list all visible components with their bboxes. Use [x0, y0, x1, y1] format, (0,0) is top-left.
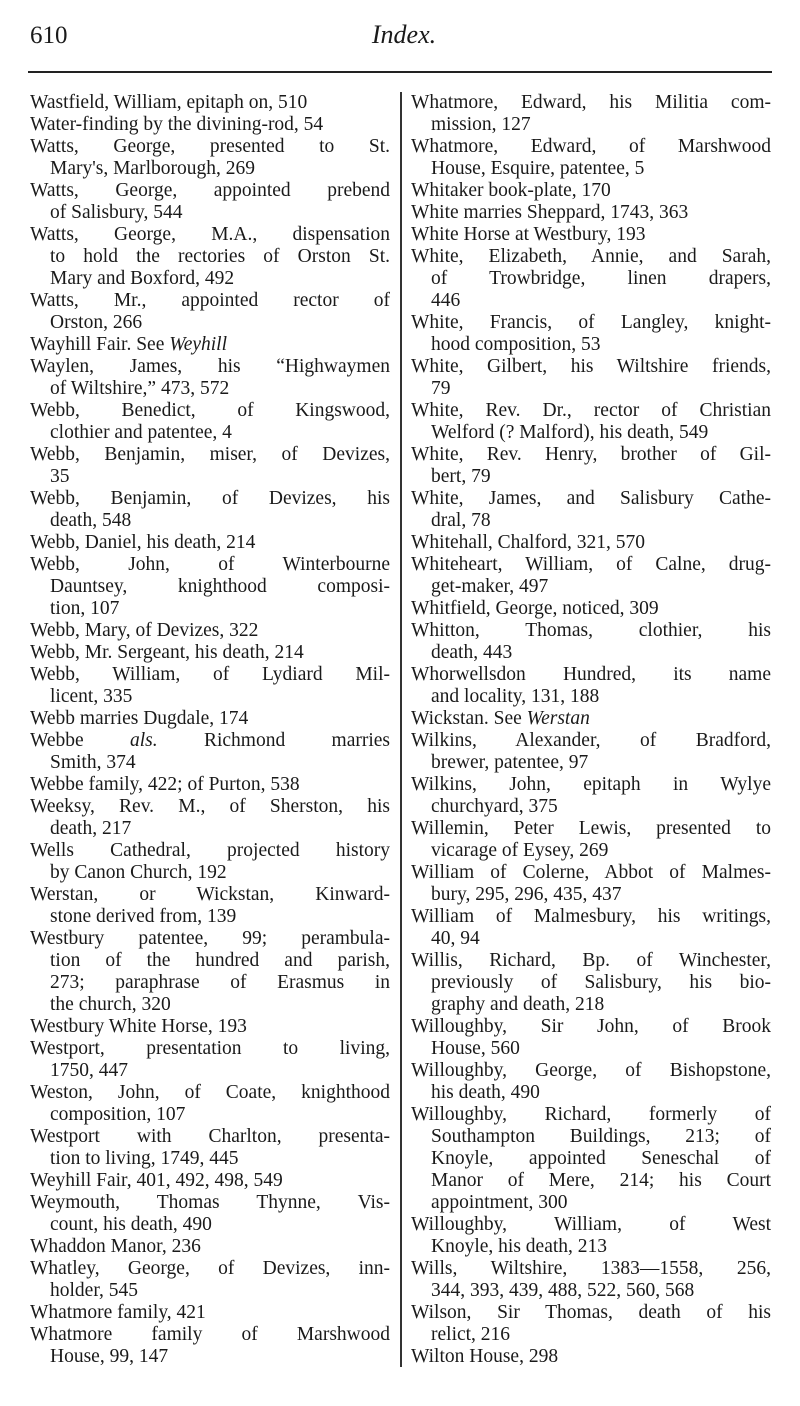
index-entry-line: Dauntsey, knighthood composi- — [50, 576, 390, 597]
index-entry-line: dral, 78 — [431, 510, 491, 531]
index-entry — [411, 1302, 771, 1346]
index-entry — [411, 246, 771, 312]
index-entry-line: of Wiltshire,” 473, 572 — [50, 378, 230, 399]
index-entry — [411, 532, 771, 554]
index-entry-line: brewer, patentee, 97 — [431, 752, 589, 773]
index-entry-line: of Salisbury, 544 — [50, 202, 183, 223]
index-column-left — [30, 92, 390, 1368]
index-entry-line: Whitton, Thomas, clothier, his — [411, 620, 771, 641]
index-entry-line: his death, 490 — [431, 1082, 540, 1103]
index-entry-line: Werstan, or Wickstan, Kinward- — [30, 884, 390, 905]
index-entry — [411, 620, 771, 664]
index-entry — [411, 1016, 771, 1060]
index-entry-line: 344, 393, 439, 488, 522, 560, 568 — [431, 1280, 695, 1301]
index-entry — [411, 906, 771, 950]
index-entry-line: Watts, Mr., appointed rector of — [30, 290, 390, 311]
index-entry — [411, 862, 771, 906]
text-segment: Richmond marries — [157, 730, 390, 751]
index-entry — [411, 444, 771, 488]
index-entry-line: White, Rev. Henry, brother of Gil- — [411, 444, 771, 465]
index-entry — [30, 1038, 390, 1082]
index-entry-line: Wastfield, William, epitaph on, 510 — [30, 92, 308, 113]
index-entry-line — [30, 334, 390, 356]
index-entry-line: Webbe family, 422; of Purton, 538 — [30, 774, 300, 795]
index-entry-line: White, Gilbert, his Wiltshire friends, — [411, 356, 771, 377]
index-entry — [30, 136, 390, 180]
index-entry-line: House, 560 — [431, 1038, 520, 1059]
index-entry-line: Westport, presentation to living, — [30, 1038, 390, 1059]
index-entry — [411, 488, 771, 532]
index-entry — [30, 708, 390, 730]
index-entry-line: Orston, 266 — [50, 312, 143, 333]
index-entry — [411, 1104, 771, 1214]
index-entry-line: Webb, Benjamin, of Devizes, his — [30, 488, 390, 509]
index-entry — [411, 818, 771, 862]
index-entry-line: clothier and patentee, 4 — [50, 422, 232, 443]
index-entry-line: to hold the rectories of Orston St. — [50, 246, 390, 267]
index-entry — [30, 444, 390, 488]
index-entry-line: Watts, George, presented to St. — [30, 136, 390, 157]
index-entry-line: White, Rev. Dr., rector of Christian — [411, 400, 771, 421]
index-entry-line: Webb, Benjamin, miser, of Devizes, — [30, 444, 390, 465]
index-entry-line: licent, 335 — [50, 686, 133, 707]
index-entry — [30, 1258, 390, 1302]
index-entry — [30, 488, 390, 532]
index-entry-line: Willoughby, George, of Bishopstone, — [411, 1060, 771, 1081]
index-entry — [30, 796, 390, 840]
index-entry — [30, 840, 390, 884]
index-entry — [411, 1214, 771, 1258]
index-entry-line: Whitaker book-plate, 170 — [411, 180, 611, 201]
index-entry-line: Wilson, Sir Thomas, death of his — [411, 1302, 771, 1323]
index-entry-line: Webb marries Dugdale, 174 — [30, 708, 249, 729]
index-entry-line: House, Esquire, patentee, 5 — [431, 158, 645, 179]
index-entry — [30, 1126, 390, 1170]
index-entry-line: of Trowbridge, linen drapers, — [431, 268, 771, 289]
index-entry — [30, 1324, 390, 1368]
index-entry-line: bert, 79 — [431, 466, 491, 487]
index-entry — [30, 664, 390, 708]
index-entry — [411, 224, 771, 246]
index-entry — [30, 334, 390, 356]
index-entry-line: Webb, John, of Winterbourne — [30, 554, 390, 575]
index-entry-line — [411, 708, 771, 730]
index-entry-line: Waylen, James, his “Highwaymen — [30, 356, 390, 377]
index-entry — [30, 180, 390, 224]
index-entry — [30, 928, 390, 1016]
index-column-right — [411, 92, 771, 1368]
italic-reference: als. — [129, 730, 158, 751]
index-entry-line: holder, 545 — [50, 1280, 139, 1301]
index-entry-line: 35 — [50, 466, 70, 487]
index-entry-line: appointment, 300 — [431, 1192, 568, 1213]
index-entry-line: White, Francis, of Langley, knight- — [411, 312, 771, 333]
index-entry — [30, 642, 390, 664]
index-entry — [30, 884, 390, 928]
index-entry-line: Weyhill Fair, 401, 492, 498, 549 — [30, 1170, 283, 1191]
index-entry — [30, 554, 390, 620]
index-entry-line: William of Colerne, Abbot of Malmes- — [411, 862, 771, 883]
index-entry — [411, 400, 771, 444]
index-entry-line: Whatmore family, 421 — [30, 1302, 206, 1323]
index-entry — [411, 1258, 771, 1302]
index-entry-line: the church, 320 — [50, 994, 171, 1015]
index-entry — [411, 92, 771, 136]
index-entry-line: Webb, Benedict, of Kingswood, — [30, 400, 390, 421]
index-entry-line: Whatley, George, of Devizes, inn- — [30, 1258, 390, 1279]
index-entry-line: Knoyle, his death, 213 — [431, 1236, 608, 1257]
index-entry-line: Willoughby, William, of West — [411, 1214, 771, 1235]
index-entry — [30, 620, 390, 642]
index-entry-line: Weymouth, Thomas Thynne, Vis- — [30, 1192, 390, 1213]
index-entry-line: Weston, John, of Coate, knighthood — [30, 1082, 390, 1103]
index-entry-line: Westport with Charlton, presenta- — [30, 1126, 390, 1147]
index-entry — [411, 180, 771, 202]
index-entry — [30, 290, 390, 334]
index-entry-line: Watts, George, appointed prebend — [30, 180, 390, 201]
index-entry — [30, 114, 390, 136]
index-entry-line: 79 — [431, 378, 451, 399]
index-entry-line: Manor of Mere, 214; his Court — [431, 1170, 771, 1191]
index-entry-line: by Canon Church, 192 — [50, 862, 227, 883]
index-entry — [411, 356, 771, 400]
index-entry-line: Webb, Daniel, his death, 214 — [30, 532, 256, 553]
index-entry — [30, 1016, 390, 1038]
index-entry-line: Watts, George, M.A., dispensation — [30, 224, 390, 245]
index-entry-line: Webb, Mr. Sergeant, his death, 214 — [30, 642, 304, 663]
index-entry-line: hood composition, 53 — [431, 334, 601, 355]
index-entry-line: Wills, Wiltshire, 1383—1558, 256, — [411, 1258, 771, 1279]
index-entry-line: tion of the hundred and parish, — [50, 950, 390, 971]
italic-reference: Werstan — [526, 708, 590, 729]
index-entry-line: 1750, 447 — [50, 1060, 128, 1081]
index-entry — [30, 1082, 390, 1126]
page-number: 610 — [30, 22, 68, 49]
index-entry-line: Wells Cathedral, projected history — [30, 840, 390, 861]
index-entry-line: Wilkins, John, epitaph in Wylye — [411, 774, 771, 795]
index-entry — [411, 1346, 771, 1368]
index-entry-line: and locality, 131, 188 — [431, 686, 600, 707]
index-entry-line: Welford (? Malford), his death, 549 — [431, 422, 709, 443]
index-entry — [411, 774, 771, 818]
index-entry-line: Mary's, Marlborough, 269 — [50, 158, 255, 179]
index-entry-line: Webb, Mary, of Devizes, 322 — [30, 620, 259, 641]
index-entry-line: 446 — [431, 290, 461, 311]
index-entry — [30, 356, 390, 400]
index-entry-line: White Horse at Westbury, 193 — [411, 224, 646, 245]
index-entry — [411, 202, 771, 224]
index-entry-line: Whaddon Manor, 236 — [30, 1236, 201, 1257]
index-entry-line: White, James, and Salisbury Cathe- — [411, 488, 771, 509]
index-entry-line: Whiteheart, William, of Calne, drug- — [411, 554, 771, 575]
index-entry-line: 40, 94 — [431, 928, 480, 949]
index-entry-line: Whorwellsdon Hundred, its name — [411, 664, 771, 685]
index-entry-line: White marries Sheppard, 1743, 363 — [411, 202, 689, 223]
index-entry-line: relict, 216 — [431, 1324, 511, 1345]
index-entry — [411, 708, 771, 730]
index-entry-line: Wilton House, 298 — [411, 1346, 559, 1367]
index-entry-line: get-maker, 497 — [431, 576, 549, 597]
index-entry-line: Willemin, Peter Lewis, presented to — [411, 818, 771, 839]
index-entry — [411, 664, 771, 708]
index-entry-line: Whatmore family of Marshwood — [30, 1324, 390, 1345]
index-entry-line: Whitehall, Chalford, 321, 570 — [411, 532, 645, 553]
index-entry-line: 273; paraphrase of Erasmus in — [50, 972, 390, 993]
text-segment: Webbe — [30, 730, 130, 751]
index-entry-line: graphy and death, 218 — [431, 994, 605, 1015]
index-entry-line: Water-finding by the divining-rod, 54 — [30, 114, 324, 135]
index-entry-line: stone derived from, 139 — [50, 906, 237, 927]
index-entry-line: White, Elizabeth, Annie, and Sarah, — [411, 246, 771, 267]
index-entry — [411, 136, 771, 180]
index-entry — [30, 1192, 390, 1236]
index-entry-line — [30, 730, 390, 752]
index-entry-line: Smith, 374 — [50, 752, 136, 773]
index-entry — [30, 1302, 390, 1324]
index-entry — [30, 1170, 390, 1192]
italic-reference: Weyhill — [169, 334, 228, 355]
index-entry-line: tion to living, 1749, 445 — [50, 1148, 239, 1169]
index-entry-line: Whatmore, Edward, his Militia com- — [411, 92, 771, 113]
index-entry-line: death, 548 — [50, 510, 132, 531]
index-entry-line: Mary and Boxford, 492 — [50, 268, 235, 289]
index-entry — [411, 598, 771, 620]
index-entry-line: Wilkins, Alexander, of Bradford, — [411, 730, 771, 751]
index-entry-line: Weeksy, Rev. M., of Sherston, his — [30, 796, 390, 817]
index-entry — [411, 950, 771, 1016]
page-title: Index. — [371, 20, 437, 49]
index-entry-line: vicarage of Eysey, 269 — [431, 840, 609, 861]
index-entry — [30, 730, 390, 774]
index-entry-line: Knoyle, appointed Seneschal of — [431, 1148, 771, 1169]
index-entry — [411, 312, 771, 356]
index-entry-line: count, his death, 490 — [50, 1214, 212, 1235]
index-entry-line: tion, 107 — [50, 598, 120, 619]
index-entry — [30, 532, 390, 554]
index-entry-line: Willoughby, Sir John, of Brook — [411, 1016, 771, 1037]
index-entry — [411, 554, 771, 598]
index-entry-line: bury, 295, 296, 435, 437 — [431, 884, 622, 905]
index-entry-line: Westbury patentee, 99; perambula- — [30, 928, 390, 949]
column-divider — [400, 92, 402, 1367]
index-entry — [411, 730, 771, 774]
index-entry-line: Southampton Buildings, 213; of — [431, 1126, 771, 1147]
index-entry-line: House, 99, 147 — [50, 1346, 169, 1367]
index-entry-line: Westbury White Horse, 193 — [30, 1016, 247, 1037]
index-entry — [30, 400, 390, 444]
text-segment: Wickstan. See — [411, 708, 527, 729]
index-entry-line: churchyard, 375 — [431, 796, 558, 817]
index-entry-line: death, 443 — [431, 642, 513, 663]
index-entry-line: Webb, William, of Lydiard Mil- — [30, 664, 390, 685]
index-entry — [30, 774, 390, 796]
index-entry-line: Willoughby, Richard, formerly of — [411, 1104, 771, 1125]
index-entry-line: Whitfield, George, noticed, 309 — [411, 598, 659, 619]
text-segment: Wayhill Fair. See — [30, 334, 170, 355]
index-entry — [30, 92, 390, 114]
index-entry — [30, 1236, 390, 1258]
index-entry — [411, 1060, 771, 1104]
header-rule — [28, 71, 772, 73]
index-entry-line: mission, 127 — [431, 114, 531, 135]
index-entry-line: William of Malmesbury, his writings, — [411, 906, 771, 927]
index-entry-line: death, 217 — [50, 818, 132, 839]
index-entry-line: composition, 107 — [50, 1104, 186, 1125]
index-entry-line: previously of Salisbury, his bio- — [431, 972, 771, 993]
index-entry — [30, 224, 390, 290]
index-entry-line: Willis, Richard, Bp. of Winchester, — [411, 950, 771, 971]
index-entry-line: Whatmore, Edward, of Marshwood — [411, 136, 771, 157]
